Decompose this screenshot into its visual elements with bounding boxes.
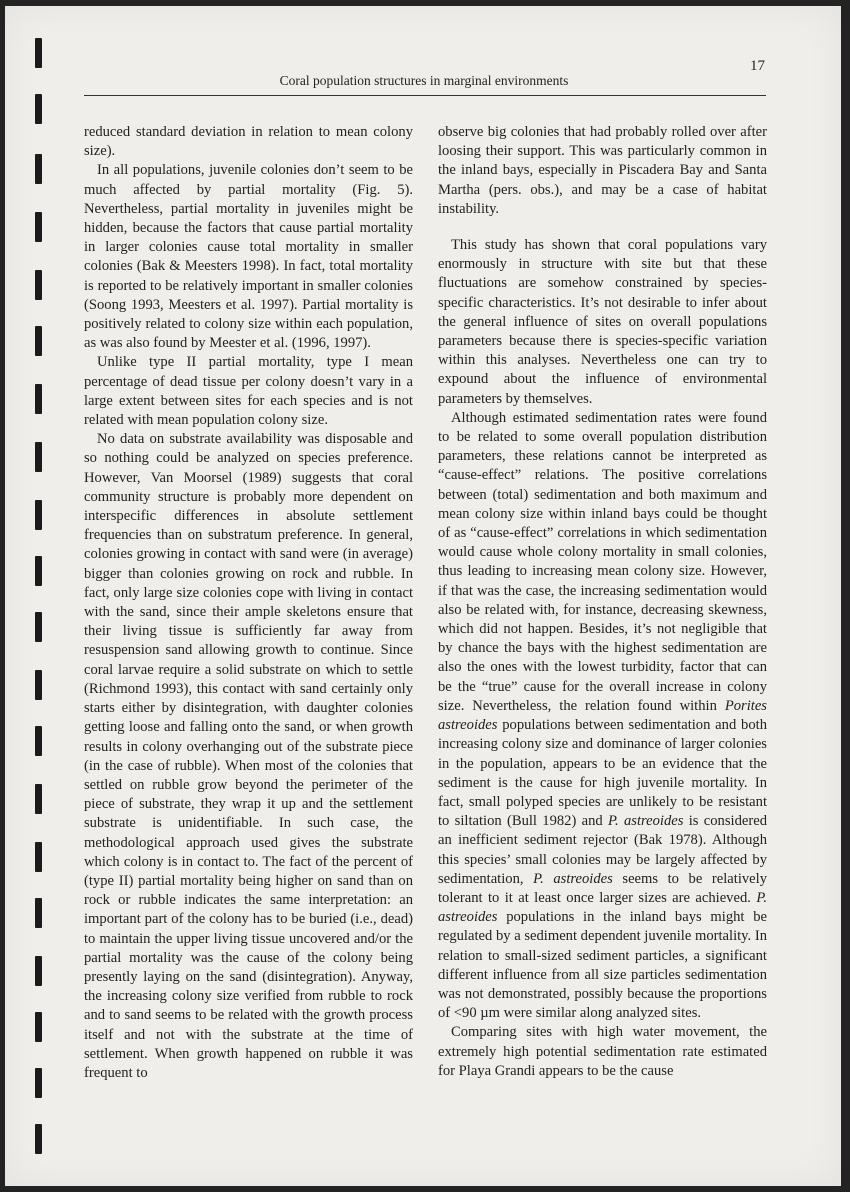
binding-hole <box>35 898 42 928</box>
binding-hole <box>35 726 42 756</box>
page-sheet <box>5 6 841 1186</box>
paragraph: Unlike type II partial mortality, type I mean percentage of dead tissue per colony doesn’t vary in a large extent between sites for each species and is not related with mean population colony size. <box>84 354 413 429</box>
text-run: Although estimated sedimentation rates were found to be related to some overall population distribution parameters, these relations cannot be interpreted as “cause-effect” relations. The positive correlations between (total) sedimentation and both maximum and mean colony size within inland bays could be thought of as “cause-effect” correlations in which sedimentation would cause whole colony mortality in small colonies, thus leading to increasing mean colony size. However, if that was the case, the increasing sedimentation would also be related with, for instance, decreasing skewness, which did not happen. Besides, it’s not negligible that by chance the bays with the highest sedimentation are also the ones with the lowest turbidity, factor that can be the “true” cause for the overall increase in colony size. Nevertheless, the relation found within <box>438 409 767 714</box>
binding-hole <box>35 384 42 414</box>
binding-hole <box>35 842 42 872</box>
binding-hole <box>35 154 42 184</box>
binding-hole <box>35 270 42 300</box>
page-number: 17 <box>750 58 765 74</box>
binding-hole <box>35 612 42 642</box>
text-run: populations between sedimentation and both increasing colony size and dominance of larger colonies in the population, appears to be an evidence that the sediment is the cause for high juvenile mortality. In fact, small polyped species are unlikely to be resistant to siltation (Bull 1982) and <box>438 717 767 830</box>
right-column <box>438 123 767 1081</box>
species-name: P. astreoides <box>608 813 684 830</box>
paragraph: No data on substrate availability was disposable and so nothing could be analyzed on species preference. However, Van Moorsel (1989) suggests that coral community structure is probably more dependent on interspecific differences in absolute settlement frequencies than on substratum preference. In general, colonies growing in contact with sand were (in average) bigger than colonies growing on rock and rubble. In fact, only large size colonies cope with living in contact with the sand, since their ample skeletons ensure that their living tissue is sufficiently far away from resuspension sand allowing growth to continue. Since coral larvae require a solid substrate on which to settle (Richmond 1993), this contact with sand certainly only starts either by disintegration, with daughter colonies getting loose and falling onto the sand, or when growth results in colony overhanging out of the substrate piece (in the case of rubble). When most of the colonies that settled on rubble grow beyond the perimeter of the piece of substrate, they wrap it up and the settlement substrate is unidentifiable. In such case, the methodological approach used gives the substrate which colony is in contact to. The fact of the percent of (type II) partial mortality being higher on sand than on rock or rubble indicates the same interpretation: an important part of the colony has to be buried (i.e., dead) to maintain the upper living tissue uncovered and/or the partial mortality was the cause of the colony being presently laying on the sand (disintegration). Anyway, the increasing colony size verified from rubble to rock and to sand seems to be related with the growth process itself and not with the substrate at the time of settlement. When growth happened on rubble it was frequent to <box>84 431 413 1081</box>
binding-hole <box>35 94 42 124</box>
running-head: Coral population structures in marginal environments <box>279 73 569 88</box>
text-run: seems to be relatively tolerant to it at least once larger sizes are achieved. <box>438 870 767 906</box>
paragraph: This study has shown that coral populations vary enormously in structure with site but that these fluctuations are somehow constrained by species-specific characteristics. It’s not desirable to infer about the general influence of sites on overall populations parameters because there is species-specific variation within this analyses. Nevertheless one can try to expound about the influence of environmental parameters by themselves. <box>438 237 767 407</box>
paragraph: reduced standard deviation in relation to mean colony size). <box>84 124 413 160</box>
binding-hole <box>35 38 42 68</box>
paragraph: In all populations, juvenile colonies don’t seem to be much affected by partial mortality (Fig. 5). Nevertheless, partial mortality in juveniles might be hidden, because the factors that cause partial mortality in larger colonies cause total mortality in smaller colonies (Bak & Meesters 1998). In fact, total mortality is reported to be relatively important in smaller colonies (Soong 1993, Meesters et al. 1997). Partial mortality is positively related to colony size within each population, as was also found by Meester et al. (1996, 1997). <box>84 162 413 352</box>
binding-hole <box>35 442 42 472</box>
header-rule <box>84 95 766 96</box>
left-column <box>84 123 413 1083</box>
paragraph: Comparing sites with high water movement, the extremely high potential sedimentation rate estimated for Playa Grandi appears to be the cause <box>438 1024 767 1079</box>
species-name: Porites astreoides <box>438 697 767 734</box>
species-name: P. astreoides <box>438 889 767 926</box>
text-run: is considered an inefficient sediment rejector (Bak 1978). Although this species’ small colonies may be largely affected by sedimentation, <box>438 813 767 887</box>
species-name: P. astreoides <box>533 870 613 887</box>
binding-hole <box>35 500 42 530</box>
binding-hole <box>35 556 42 586</box>
paragraph <box>438 409 767 1024</box>
binding-hole <box>35 670 42 700</box>
binding-hole <box>35 1124 42 1154</box>
paragraph: observe big colonies that had probably rolled over after loosing their support. This was particularly common in the inland bays, especially in Piscadera Bay and Santa Martha (pers. obs.), and may be a case of habitat instability. <box>438 124 767 217</box>
binding-hole <box>35 326 42 356</box>
text-run: populations in the inland bays might be regulated by a sediment dependent juvenile mortality. In relation to small-sized sediment particles, a significant different influence from all size particles sedimentation was not demonstrated, possibly because the proportions of <90 µm were similar along analyzed sites. <box>438 909 767 1022</box>
binding-hole <box>35 1068 42 1098</box>
binding-hole <box>35 956 42 986</box>
binding-holes <box>35 6 45 1186</box>
binding-hole <box>35 1012 42 1042</box>
binding-hole <box>35 212 42 242</box>
binding-hole <box>35 784 42 814</box>
